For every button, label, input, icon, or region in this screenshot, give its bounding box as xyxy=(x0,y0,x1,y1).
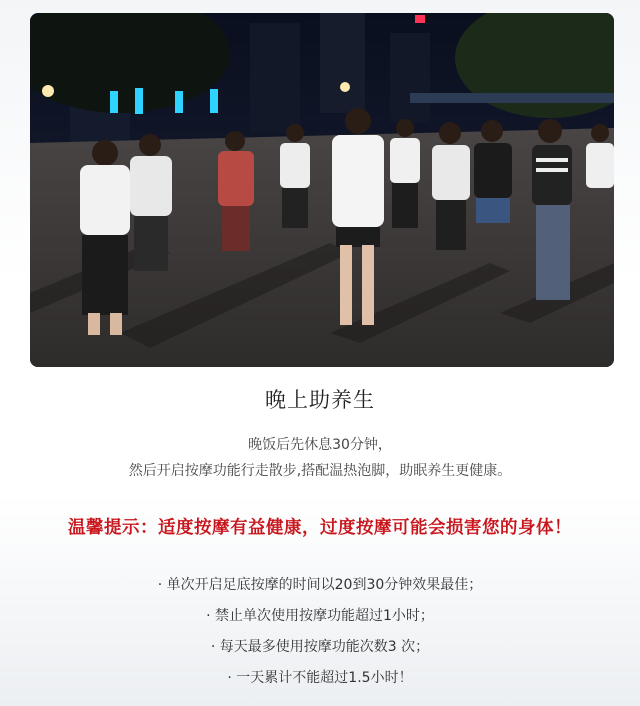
description-line: 然后开启按摩功能行走散步,搭配温热泡脚，助眠养生更健康。 xyxy=(128,463,512,479)
section-description xyxy=(0,432,640,484)
tip-item: · 禁止单次使用按摩功能超过1小时； xyxy=(206,608,434,624)
night-square-dance-photo xyxy=(30,13,614,367)
tip-item: · 每天最多使用按摩功能次数3 次； xyxy=(210,639,430,655)
tip-item: · 单次开启足底按摩的时间以20到30分钟效果最佳； xyxy=(157,577,483,593)
usage-tips-list xyxy=(0,570,640,694)
tip-item: · 一天累计不能超过1.5小时！ xyxy=(227,670,413,686)
section-title: 晚上助养生 xyxy=(265,388,375,412)
dancer-figure xyxy=(80,140,130,335)
photo-illustration xyxy=(30,13,614,367)
warning-text: 温馨提示：适度按摩有益健康，过度按摩可能会损害您的身体！ xyxy=(68,518,572,538)
description-line: 晚饭后先休息30分钟， xyxy=(248,437,392,453)
